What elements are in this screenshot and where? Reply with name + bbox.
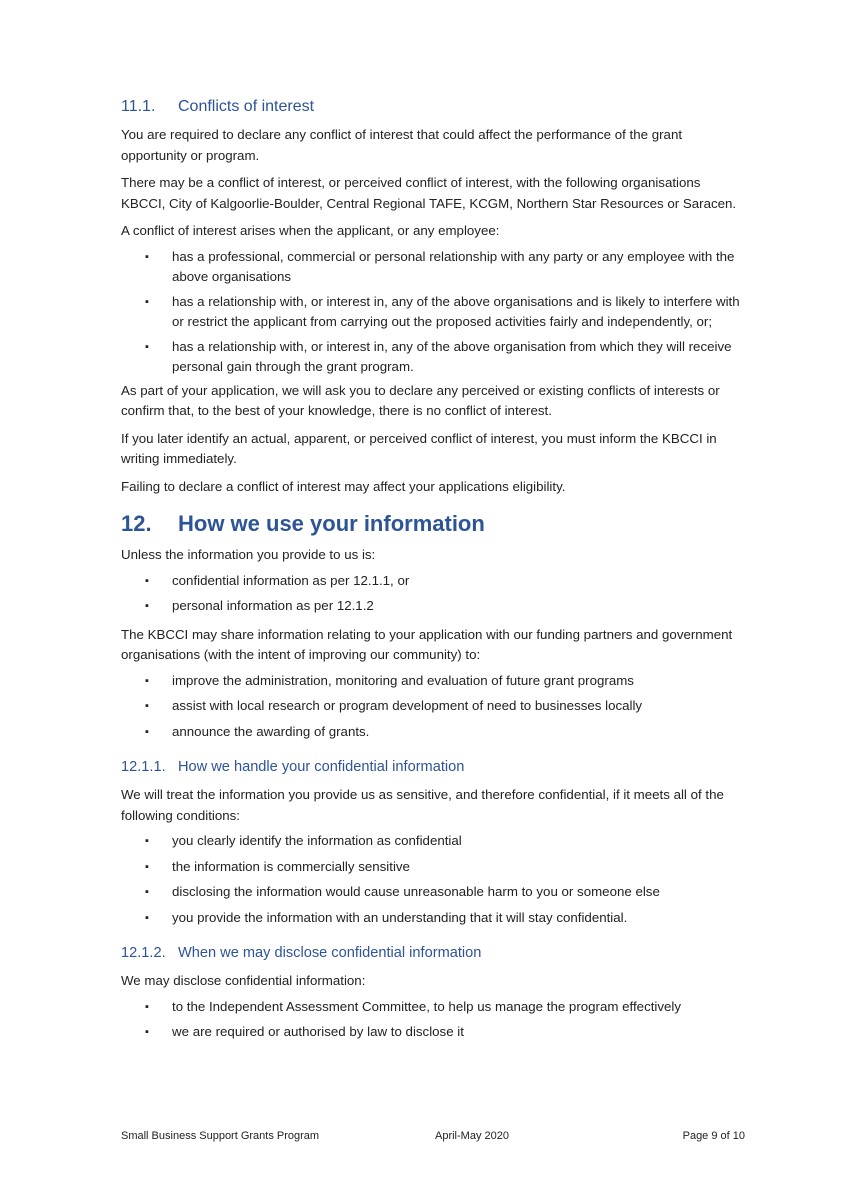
paragraph: The KBCCI may share information relating to your application with our funding partners and government organisations (with the intent of improving our community) to: (121, 626, 733, 662)
list-item: ▪ personal information as per 12.1.2 (121, 596, 745, 617)
paragraph: A conflict of interest arises when the applicant, or any employee: (121, 223, 500, 238)
list-item: ▪ we are required or authorised by law to disclose it (121, 1022, 745, 1043)
paragraph: We may disclose confidential information: (121, 973, 366, 988)
list-item: ▪ the information is commercially sensitive (121, 857, 745, 878)
bullet-list (121, 671, 745, 743)
document-page (121, 96, 745, 1043)
footer-program-name: Small Business Support Grants Program (121, 1130, 320, 1142)
heading-12-1-2 (121, 942, 745, 964)
heading-number: 12. (121, 511, 152, 536)
heading-title: When we may disclose confidential information (178, 945, 482, 961)
heading-number: 12.1.2. (121, 945, 166, 961)
heading-12 (121, 509, 745, 539)
list-item: ▪ confidential information as per 12.1.1, or (121, 571, 745, 592)
heading-title: How we use your information (178, 511, 485, 536)
paragraph: Failing to declare a conflict of interest may affect your applications eligibility. (121, 478, 566, 494)
paragraph: If you later identify an actual, apparent, or perceived conflict of interest, you must inform the KBCCI in writing immediately. (121, 430, 717, 466)
heading-title: How we handle your confidential information (178, 759, 465, 775)
list-item: ▪ announce the awarding of grants. (121, 722, 745, 743)
heading-title: Conflicts of interest (178, 98, 315, 115)
paragraph: There may be a conflict of interest, or perceived conflict of interest, with the following organisations KBCCI, City of Kalgoorlie-Boulder, Central Regional TAFE, KCGM, Northern Star Resources or Saracen. (121, 175, 737, 211)
list-item: ▪ you provide the information with an understanding that it will stay confidential. (121, 908, 745, 929)
list-item: ▪ improve the administration, monitoring and evaluation of future grant programs (121, 671, 745, 692)
list-item: ▪ assist with local research or program development of need to businesses locally (121, 696, 745, 717)
paragraph: You are required to declare any conflict of interest that could affect the performance of the grant opportunity or program. (121, 127, 683, 163)
list-item: ▪ disclosing the information would cause unreasonable harm to you or someone else (121, 882, 745, 903)
bullet-list (121, 571, 745, 617)
heading-12-1-1 (121, 756, 745, 778)
list-item: ▪ has a relationship with, or interest in, any of the above organisations and is likely to interfere with or restrict the applicant from carrying out the proposed activities fairly and independently, or; (121, 292, 745, 333)
list-item: ▪ has a relationship with, or interest in, any of the above organisation from which they will receive personal gain through the grant program. (121, 337, 745, 378)
bullet-list (121, 247, 745, 378)
paragraph: Unless the information you provide to us is: (121, 547, 376, 562)
list-item: ▪ has a professional, commercial or personal relationship with any party or any employee with the above organisations (121, 247, 745, 288)
footer-page-number: Page 9 of 10 (682, 1130, 745, 1142)
paragraph: As part of your application, we will ask you to declare any perceived or existing conflicts of interests or confirm that, to the best of your knowledge, there is no conflict of interest. (121, 382, 720, 418)
list-item: ▪ to the Independent Assessment Committee, to help us manage the program effectively (121, 997, 745, 1018)
bullet-list (121, 997, 745, 1043)
footer-date: April-May 2020 (435, 1130, 509, 1142)
list-item: ▪ you clearly identify the information as confidential (121, 831, 745, 852)
heading-number: 12.1.1. (121, 759, 166, 775)
heading-number: 11.1. (121, 98, 156, 115)
paragraph: We will treat the information you provide us as sensitive, and therefore confidential, if it meets all of the following conditions: (121, 787, 724, 823)
bullet-list (121, 831, 745, 928)
heading-11-1 (121, 96, 745, 118)
